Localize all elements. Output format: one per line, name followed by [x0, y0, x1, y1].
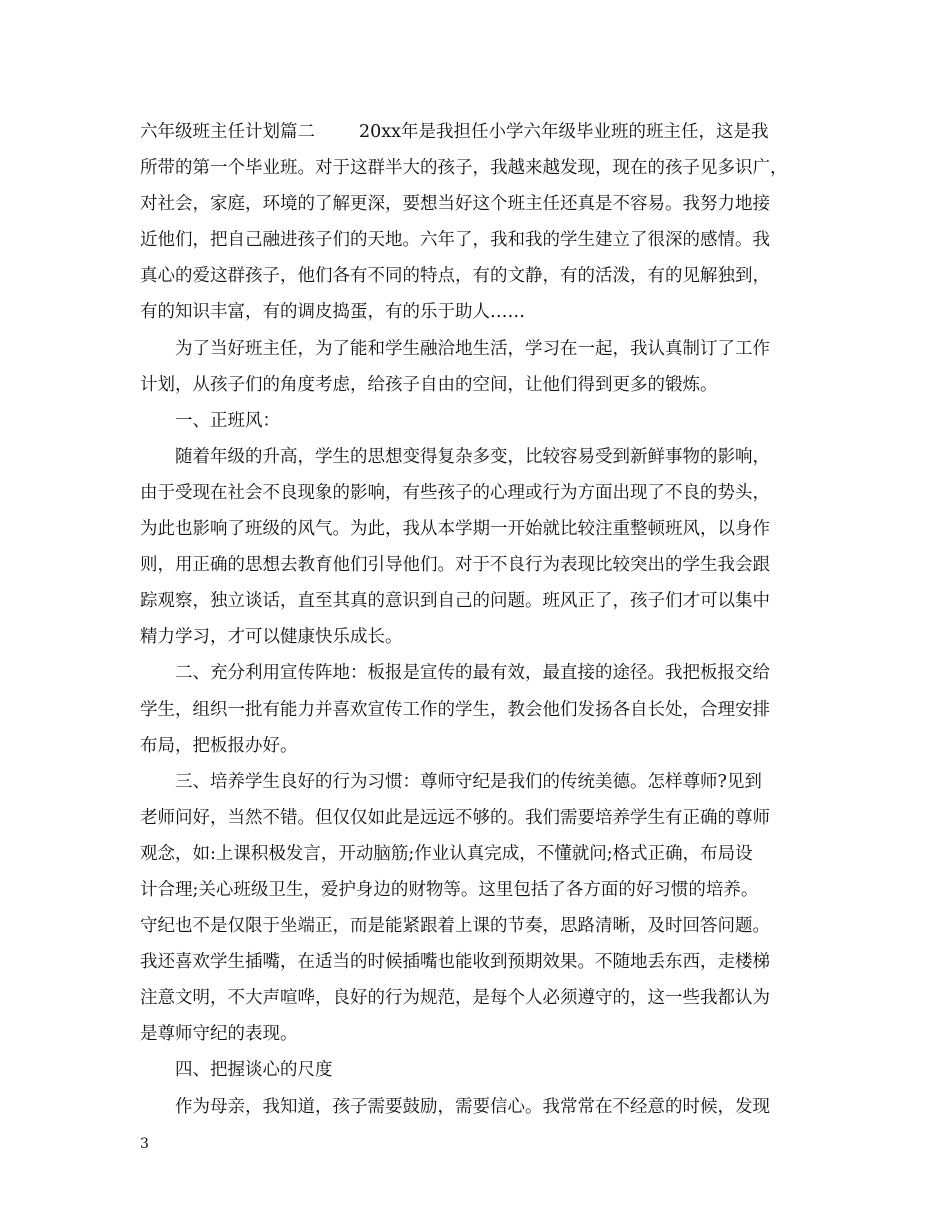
text-line: 计划，从孩子们的角度考虑，给孩子自由的空间，让他们得到更多的锻炼。 [140, 374, 718, 395]
document-body [140, 114, 816, 1125]
text-line: 我还喜欢学生插嘴，在适当的时候插嘴也能收到预期效果。不随地丢东西，走楼梯 [140, 952, 770, 973]
text-line: 为此也影响了班级的风气。为此，我从本学期一开始就比较注重整顿班风，以身作 [140, 519, 770, 540]
text-line: 守纪也不是仅限于坐端正，而是能紧跟着上课的节奏，思路清晰，及时回答问题。 [140, 916, 770, 937]
text-line: 计合理;关心班级卫生，爱护身边的财物等。这里包括了各方面的好习惯的培养。 [140, 879, 759, 900]
text-line: 随着年级的升高，学生的思想变得复杂多变，比较容易受到新鲜事物的影响， [175, 446, 770, 467]
text-line: 四、把握谈心的尺度 [175, 1060, 333, 1081]
text-line: 踪观察，独立谈话，直至其真的意识到自己的问题。班风正了，孩子们才可以集中 [140, 591, 770, 612]
text-line: 三、培养学生良好的行为习惯：尊师守纪是我们的传统美德。怎样尊师?见到 [175, 771, 762, 792]
text-line: 则，用正确的思想去教育他们引导他们。对于不良行为表现比较突出的学生我会跟 [140, 555, 770, 576]
text-line: 所带的第一个毕业班。对于这群半大的孩子，我越来越发现，现在的孩子见多识广， [140, 158, 788, 179]
text-line: 为了当好班主任，为了能和学生融洽地生活，学习在一起，我认真制订了工作 [175, 338, 770, 359]
text-line: 布局，把板报办好。 [140, 735, 298, 756]
text-line: 作为母亲，我知道，孩子需要鼓励，需要信心。我常常在不经意的时候，发现 [175, 1096, 770, 1117]
text-line: 对社会，家庭，环境的了解更深，要想当好这个班主任还真是不容易。我努力地接 [140, 194, 770, 215]
text-line: 老师问好，当然不错。但仅仅如此是远远不够的。我们需要培养学生有正确的尊师 [140, 807, 770, 828]
text-line: 是尊师守纪的表现。 [140, 1024, 298, 1045]
text-line: 二、充分利用宣传阵地：板报是宣传的最有效，最直接的途径。我把板报交给 [175, 663, 770, 684]
text-line: 真心的爱这群孩子，他们各有不同的特点，有的文静，有的活泼，有的见解独到， [140, 266, 770, 287]
text-line: 精力学习，才可以健康快乐成长。 [140, 627, 403, 648]
text-line: 由于受现在社会不良现象的影响，有些孩子的心理或行为方面出现了不良的势头， [140, 482, 770, 503]
page-number: 3 [140, 1136, 149, 1152]
text-line: 注意文明，不大声喧哗，良好的行为规范，是每个人必须遵守的，这一些我都认为 [140, 988, 770, 1009]
text-line [140, 114, 816, 150]
text-line: 一、正班风： [175, 410, 280, 431]
section-title: 六年级班主任计划篇二 [140, 122, 315, 142]
text-line: 近他们，把自己融进孩子们的天地。六年了，我和我的学生建立了很深的感情。我 [140, 230, 770, 251]
paragraph-text: 20xx年是我担任小学六年级毕业班的班主任，这是我 [359, 122, 769, 142]
text-line: 学生，组织一批有能力并喜欢宣传工作的学生，教会他们发扬各自长处，合理安排 [140, 699, 770, 720]
text-line: 有的知识丰富，有的调皮捣蛋，有的乐于助人…… [140, 302, 525, 323]
text-line: 观念，如:上课积极发言，开动脑筋;作业认真完成，不懂就问;格式正确，布局设 [140, 843, 753, 864]
